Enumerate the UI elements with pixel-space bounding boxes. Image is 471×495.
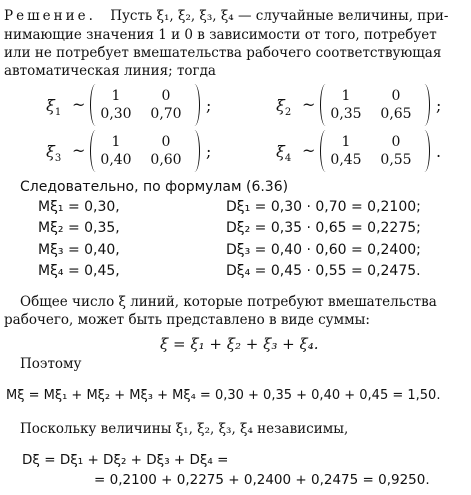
dist-end: . [436, 142, 442, 161]
dist-top-1: 1 [111, 134, 121, 150]
dist-bottom-1: 0,30 [100, 106, 132, 122]
intro-line-3: или не потребует вмешательства рабочего соответствующая [4, 45, 442, 61]
therefore-text: Поэтому [20, 356, 82, 372]
dist-bottom-2: 0,55 [380, 152, 412, 168]
solution-label: Решение. [4, 8, 96, 24]
dist-end: ; [206, 96, 212, 115]
tilde-sign: ~ [302, 141, 316, 160]
dist-var: $\xi_2$ [276, 96, 292, 119]
tilde-sign: ~ [72, 141, 86, 160]
formulas-intro: Следовательно, по формулам (6.36) [20, 179, 289, 195]
variance-3: Dξ₃ = 0,40 · 0,60 = 0,2400; [226, 242, 421, 258]
right-paren [189, 84, 200, 126]
dist-top-2: 0 [161, 134, 171, 150]
variance-2: Dξ₂ = 0,35 · 0,65 = 0,2275; [226, 220, 421, 236]
distribution-xi3 [46, 130, 236, 176]
dist-bottom-1: 0,45 [330, 152, 362, 168]
dist-bottom-1: 0,40 [100, 152, 132, 168]
intro-text-1: Пусть ξ₁, ξ₂, ξ₃, ξ₄ — случайные величины, при- [110, 8, 449, 24]
dist-top-1: 1 [341, 134, 351, 150]
right-paren [419, 130, 430, 172]
intro-line-2: нимающие значения 1 и 0 в зависимости от того, потребует [4, 27, 437, 43]
right-paren [189, 130, 200, 172]
dist-var: $\xi_4$ [276, 142, 292, 165]
dist-bottom-2: 0,60 [150, 152, 182, 168]
dist-bottom-2: 0,70 [150, 106, 182, 122]
dist-top-2: 0 [391, 134, 401, 150]
distribution-xi2 [276, 84, 466, 130]
total-variance-line-1: Dξ = Dξ₁ + Dξ₂ + Dξ₃ + Dξ₄ = [22, 452, 229, 468]
dist-end: ; [206, 142, 212, 161]
total-variance-line-2: = 0,2100 + 0,2275 + 0,2400 + 0,2475 = 0,9250. [94, 472, 430, 488]
variance-4: Dξ₄ = 0,45 · 0,55 = 0,2475. [226, 263, 421, 279]
mean-3: Mξ₃ = 0,40, [38, 242, 120, 258]
sum-formula: ξ = ξ₁ + ξ₂ + ξ₃ + ξ₄. [160, 335, 319, 353]
tilde-sign: ~ [72, 95, 86, 114]
dist-top-2: 0 [161, 88, 171, 104]
dist-bottom-1: 0,35 [330, 106, 362, 122]
dist-bottom-2: 0,65 [380, 106, 412, 122]
sum-text-line-1: Общее число ξ линий, которые потребуют вмешательства [20, 294, 437, 310]
independence-text: Поскольку величины ξ₁, ξ₂, ξ₃, ξ₄ независимы, [20, 421, 349, 437]
distribution-xi4 [276, 130, 466, 176]
total-mean-formula: Mξ = Mξ₁ + Mξ₂ + Mξ₃ + Mξ₄ = 0,30 + 0,35 + 0,40 + 0,45 = 1,50. [6, 388, 441, 403]
dist-var: $\xi_3$ [46, 142, 62, 165]
dist-var: $\xi_1$ [46, 96, 62, 119]
right-paren [419, 84, 430, 126]
dist-end: ; [436, 96, 442, 115]
intro-line-1 [4, 10, 448, 24]
dist-top-1: 1 [111, 88, 121, 104]
variance-1: Dξ₁ = 0,30 · 0,70 = 0,2100; [226, 199, 421, 215]
distribution-xi1 [46, 84, 236, 130]
dist-top-1: 1 [341, 88, 351, 104]
dist-top-2: 0 [391, 88, 401, 104]
mean-4: Mξ₄ = 0,45, [38, 263, 120, 279]
intro-line-4: автоматическая линия; тогда [4, 63, 216, 79]
mean-2: Mξ₂ = 0,35, [38, 220, 120, 236]
sum-text-line-2: рабочего, может быть представлено в виде суммы: [4, 312, 370, 328]
mean-1: Mξ₁ = 0,30, [38, 199, 120, 215]
tilde-sign: ~ [302, 95, 316, 114]
